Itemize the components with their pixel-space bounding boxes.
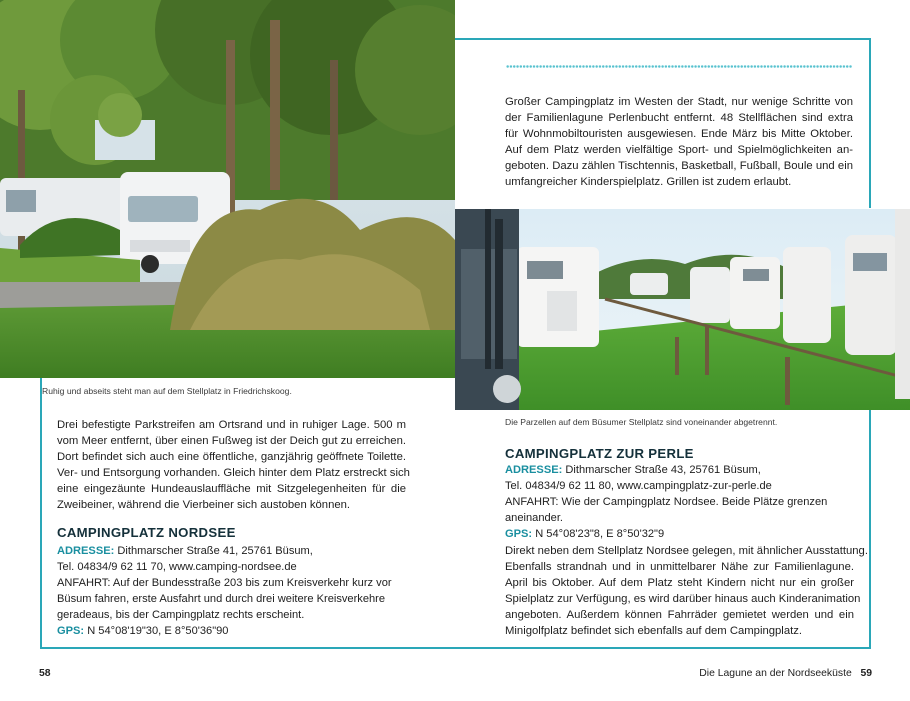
- approach-line: aneinander.: [505, 512, 563, 525]
- address-value: Dithmarscher Straße 41, 25761 Büsum,: [114, 545, 313, 557]
- text-line: Auf dem Platz werden vielfältige Sport- und Spielmöglichkeiten an-: [505, 144, 853, 157]
- gps-value: N 54°08'19"30, E 8°50'36"90: [84, 625, 229, 638]
- text-line: Direkt neben dem Stellplatz Nordsee gelegen, mit ähnlicher Ausstattung.: [505, 545, 868, 557]
- text-line: der Familienlagune Perlenbucht entfernt. 48 Stellflächen sind extra: [505, 112, 853, 125]
- right-frame-side-rule-lower: [869, 410, 871, 649]
- text-line: Minigolfplatz befindet sich ebenfalls auf dem Campingplatz.: [505, 625, 803, 638]
- left-frame-rule: [40, 378, 42, 649]
- dotted-ornament: [506, 64, 852, 69]
- text-line: Drei befestigte Parkstreifen am Ortsrand und in ruhiger Lage. 500 m: [57, 419, 406, 431]
- text-line: umfangreicher Kinderspielplatz. Grillen ist zudem erlaubt.: [505, 176, 792, 189]
- address-line: [505, 462, 854, 478]
- heading-campingplatz-zur-perle: CAMPINGPLATZ ZUR PERLE: [505, 446, 694, 461]
- right-intro-paragraph: [505, 94, 853, 191]
- footer-right: [699, 668, 872, 679]
- gps-value: N 54°08'23"8, E 8°50'32"9: [532, 528, 665, 541]
- photo-friedrichskoog-stellplatz: [0, 0, 455, 378]
- running-head: Die Lagune an der Nordseeküste: [699, 668, 852, 679]
- photo-buesum-stellplatz: [455, 209, 910, 410]
- text-line: April bis Oktober. Auf dem Platz steht Kindern nicht nur ein großer: [505, 577, 854, 590]
- approach-line: geradeaus, bis der Campingplatz rechts erscheint.: [57, 609, 305, 622]
- right-frame-side-rule: [869, 38, 871, 208]
- page-number-left: 58: [39, 668, 51, 679]
- info-block-nordsee: [57, 543, 406, 640]
- gps-key: GPS:: [57, 625, 85, 638]
- text-line: eine eingezäunte Hundeauslauffläche mit Sitzgelegenheiten für die: [57, 483, 406, 496]
- address-line: [57, 543, 406, 559]
- text-line: Großer Campingplatz im Westen der Stadt, nur wenige Schritte von: [505, 96, 853, 108]
- info-block-zur-perle: [505, 462, 854, 542]
- address-key: ADRESSE:: [57, 545, 115, 557]
- text-line: für Wohnmobiltouristen ausgewiesen. Ende März bis Mitte Oktober.: [505, 128, 853, 141]
- text-line: Ver- und Entsorgung vorhanden. Gleich hinter dem Platz erstreckt sich: [57, 467, 410, 480]
- left-intro-paragraph: [57, 417, 410, 514]
- photo-caption-left: Ruhig und abseits steht man auf dem Stellplatz in Friedrichskoog.: [42, 386, 292, 396]
- right-frame-top-rule: [455, 38, 871, 40]
- text-line: Spielplatz zur Verfügung, es wird darüber hinaus auch Kinderanimation: [505, 593, 861, 606]
- heading-campingplatz-nordsee: CAMPINGPLATZ NORDSEE: [57, 525, 236, 540]
- text-line: angeboten. Außerdem können Fahrräder gemietet werden und ein: [505, 609, 854, 622]
- right-body-paragraph: [505, 543, 868, 640]
- approach-line: Büsum fahren, erste Ausfahrt und durch drei weitere Kreisverkehre: [57, 593, 386, 606]
- contact-line: Tel. 04834/9 62 11 80, www.campingplatz-zur-perle.de: [505, 480, 772, 493]
- contact-line: Tel. 04834/9 62 11 70, www.camping-nordsee.de: [57, 561, 297, 574]
- text-line: vom Meer entfernt, über einen Fußweg ist der Deich gut zu erreichen.: [57, 435, 406, 448]
- text-line: Dort befindet sich auch eine öffentliche, ganzjährig geöffnete Toilette.: [57, 451, 406, 464]
- gps-line: [57, 623, 406, 639]
- right-frame-bottom-rule: [455, 647, 871, 649]
- address-value: Dithmarscher Straße 43, 25761 Büsum,: [562, 464, 761, 476]
- gps-line: [505, 526, 854, 542]
- address-key: ADRESSE:: [505, 464, 563, 476]
- approach-line: ANFAHRT: Auf der Bundesstraße 203 bis zum Kreisverkehr kurz vor: [57, 577, 392, 590]
- text-line: geboten. Dazu zählen Tischtennis, Basketball, Fußball, Boule und ein: [505, 160, 853, 173]
- photo-caption-right: Die Parzellen auf dem Büsumer Stellplatz sind voneinander abgetrennt.: [505, 417, 778, 427]
- approach-line: ANFAHRT: Wie der Campingplatz Nordsee. Beide Plätze grenzen: [505, 496, 828, 509]
- text-line: Ebenfalls strandnah und in unmittelbarer Nähe zur Familienlagune.: [505, 561, 854, 574]
- gps-key: GPS:: [505, 528, 533, 541]
- text-line: Zweibeiner, während die Vierbeiner sich austoben können.: [57, 499, 351, 512]
- left-frame-bottom-rule: [40, 647, 455, 649]
- page-number-right: 59: [860, 668, 872, 679]
